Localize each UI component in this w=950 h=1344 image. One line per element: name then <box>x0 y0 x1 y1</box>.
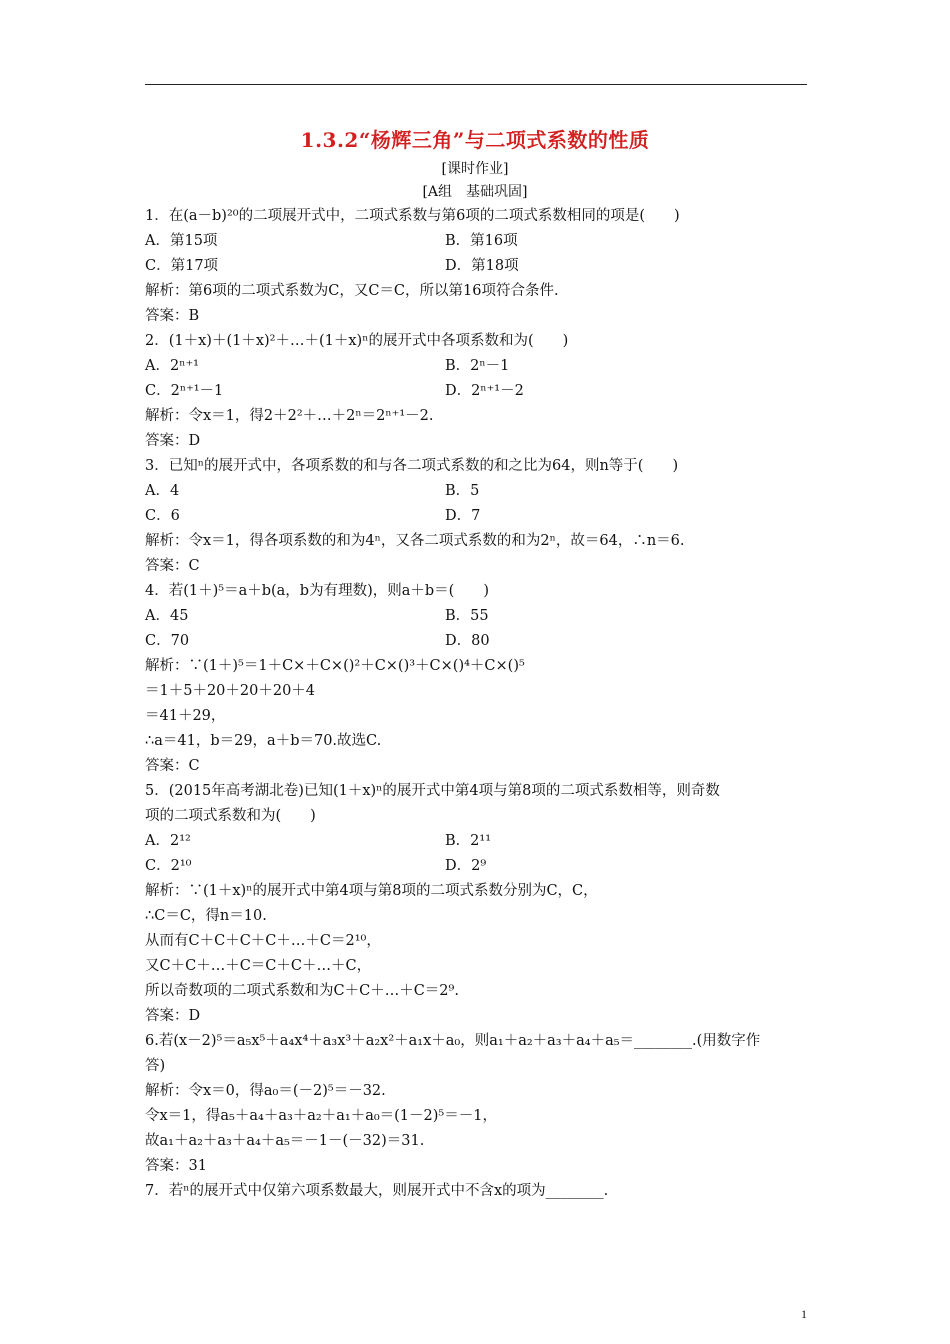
line-text: ＝41＋29， <box>145 708 226 724</box>
line-text: 从而有C＋C＋C＋C＋…＋C＝2¹⁰， <box>145 933 381 949</box>
text-line <box>145 504 810 529</box>
subtitle: [课时作业] <box>441 161 509 177</box>
line-text: ∴C＝C，得n＝10. <box>145 908 267 924</box>
text-line <box>145 229 810 254</box>
text-line <box>145 629 810 654</box>
text-line <box>145 804 810 829</box>
line-text: 解析：令x＝1，得各项系数的和为4ⁿ，又各二项式系数的和为2ⁿ，故＝64，∴n＝6. <box>145 533 685 549</box>
header-rule <box>145 84 807 85</box>
line-text: 答案：D <box>145 433 201 449</box>
text-line <box>145 1179 810 1204</box>
text-line <box>145 429 810 454</box>
text-line <box>145 204 810 229</box>
text-line <box>145 579 810 604</box>
text-line <box>145 1154 810 1179</box>
line-text: 解析：令x＝1，得2＋2²＋…＋2ⁿ＝2ⁿ⁺¹－2. <box>145 408 434 424</box>
text-line <box>145 604 810 629</box>
option-text: D．2ⁿ⁺¹－2 <box>445 383 524 399</box>
text-line <box>145 479 810 504</box>
text-line <box>145 554 810 579</box>
text-line <box>145 404 810 429</box>
text-line <box>145 354 810 379</box>
line-text: 又C＋C＋…＋C＝C＋C＋…＋C， <box>145 958 372 974</box>
text-line <box>145 879 810 904</box>
text-line <box>145 1079 810 1104</box>
text-line <box>145 779 810 804</box>
text-line <box>145 904 810 929</box>
text-line <box>145 754 810 779</box>
option-text: B．第16项 <box>445 233 518 249</box>
line-text: 答案：B <box>145 308 200 324</box>
text-line <box>145 854 810 879</box>
line-text: 6.若(x－2)⁵＝a₅x⁵＋a₄x⁴＋a₃x³＋a₂x²＋a₁x＋a₀，则a₁＋a₂＋a₃＋a₄＋a₅＝________.(用数字作 <box>145 1033 761 1049</box>
line-text: 解析：令x＝0，得a₀＝(－2)⁵＝－32. <box>145 1083 386 1099</box>
page-number: 1 <box>801 1307 807 1321</box>
line-text: 解析：∵(1＋)⁵＝1＋C×＋C×()²＋C×()³＋C×()⁴＋C×()⁵ <box>145 658 525 674</box>
option-text: B．2¹¹ <box>445 833 492 849</box>
line-text: 5．(2015年高考湖北卷)已知(1＋x)ⁿ的展开式中第4项与第8项的二项式系数相等，则奇数 <box>145 783 720 799</box>
line-text: C．2ⁿ⁺¹－1 <box>145 383 224 399</box>
text-line <box>145 279 810 304</box>
line-text: C．70 <box>145 633 190 649</box>
text-line <box>145 954 810 979</box>
text-line <box>145 704 810 729</box>
option-text: D．第18项 <box>445 258 519 274</box>
line-text: 2．(1＋x)＋(1＋x)²＋…＋(1＋x)ⁿ的展开式中各项系数和为( ) <box>145 333 569 349</box>
line-text: C．2¹⁰ <box>145 858 192 874</box>
line-text: 答案：C <box>145 558 200 574</box>
text-line <box>145 454 810 479</box>
text-line <box>145 679 810 704</box>
line-text: 答案：C <box>145 758 200 774</box>
line-text: 答案：31 <box>145 1158 207 1174</box>
line-text: 答案：D <box>145 1008 201 1024</box>
group-heading: [A组 基础巩固] <box>422 184 528 200</box>
line-text: 令x＝1，得a₅＋a₄＋a₃＋a₂＋a₁＋a₀＝(1－2)⁵＝－1， <box>145 1108 497 1124</box>
option-text: B．5 <box>445 483 480 499</box>
line-text: A．2ⁿ⁺¹ <box>145 358 199 374</box>
text-line <box>145 829 810 854</box>
text-line <box>145 529 810 554</box>
line-text: 答) <box>145 1058 166 1074</box>
text-line <box>145 929 810 954</box>
line-text: 3．已知ⁿ的展开式中，各项系数的和与各二项式系数的和之比为64，则n等于( ) <box>145 458 679 474</box>
line-text: A．2¹² <box>145 833 191 849</box>
line-text: 解析：第6项的二项式系数为C，又C＝C，所以第16项符合条件. <box>145 283 559 299</box>
option-text: D．2⁹ <box>445 858 487 874</box>
text-line <box>145 979 810 1004</box>
line-text: 解析：∵(1＋x)ⁿ的展开式中第4项与第8项的二项式系数分别为C，C， <box>145 883 598 899</box>
line-text: 故a₁＋a₂＋a₃＋a₄＋a₅＝－1－(－32)＝31. <box>145 1133 425 1149</box>
text-line <box>145 654 810 679</box>
line-text: 1．在(a－b)²⁰的二项展开式中，二项式系数与第6项的二项式系数相同的项是( ) <box>145 208 680 224</box>
text-line <box>145 254 810 279</box>
text-line <box>145 379 810 404</box>
line-text: 项的二项式系数和为( ) <box>145 808 316 824</box>
line-text: 4．若(1＋)⁵＝a＋b(a，b为有理数)，则a＋b＝( ) <box>145 583 489 599</box>
text-line <box>145 1029 810 1054</box>
text-line <box>145 329 810 354</box>
option-text: D．80 <box>445 633 490 649</box>
text-line <box>145 1054 810 1079</box>
option-text: B．55 <box>445 608 489 624</box>
line-text: ＝1＋5＋20＋20＋20＋4 <box>145 683 316 699</box>
text-line <box>145 1129 810 1154</box>
text-line <box>145 1004 810 1029</box>
line-text: ∴a＝41，b＝29，a＋b＝70.故选C. <box>145 733 382 749</box>
text-line <box>145 729 810 754</box>
line-text: A．4 <box>145 483 180 499</box>
line-text: 所以奇数项的二项式系数和为C＋C＋…＋C＝2⁹. <box>145 983 459 999</box>
option-text: B．2ⁿ－1 <box>445 358 510 374</box>
line-text: C．第17项 <box>145 258 219 274</box>
text-line <box>145 304 810 329</box>
line-text: C．6 <box>145 508 180 524</box>
document-body <box>145 204 810 1204</box>
option-text: D．7 <box>445 508 481 524</box>
text-line <box>145 1104 810 1129</box>
page-title: 1.3.2“杨辉三角”与二项式系数的性质 <box>300 128 650 152</box>
line-text: A．第15项 <box>145 233 218 249</box>
line-text: A．45 <box>145 608 189 624</box>
line-text: 7．若ⁿ的展开式中仅第六项系数最大，则展开式中不含x的项为________. <box>145 1183 609 1199</box>
